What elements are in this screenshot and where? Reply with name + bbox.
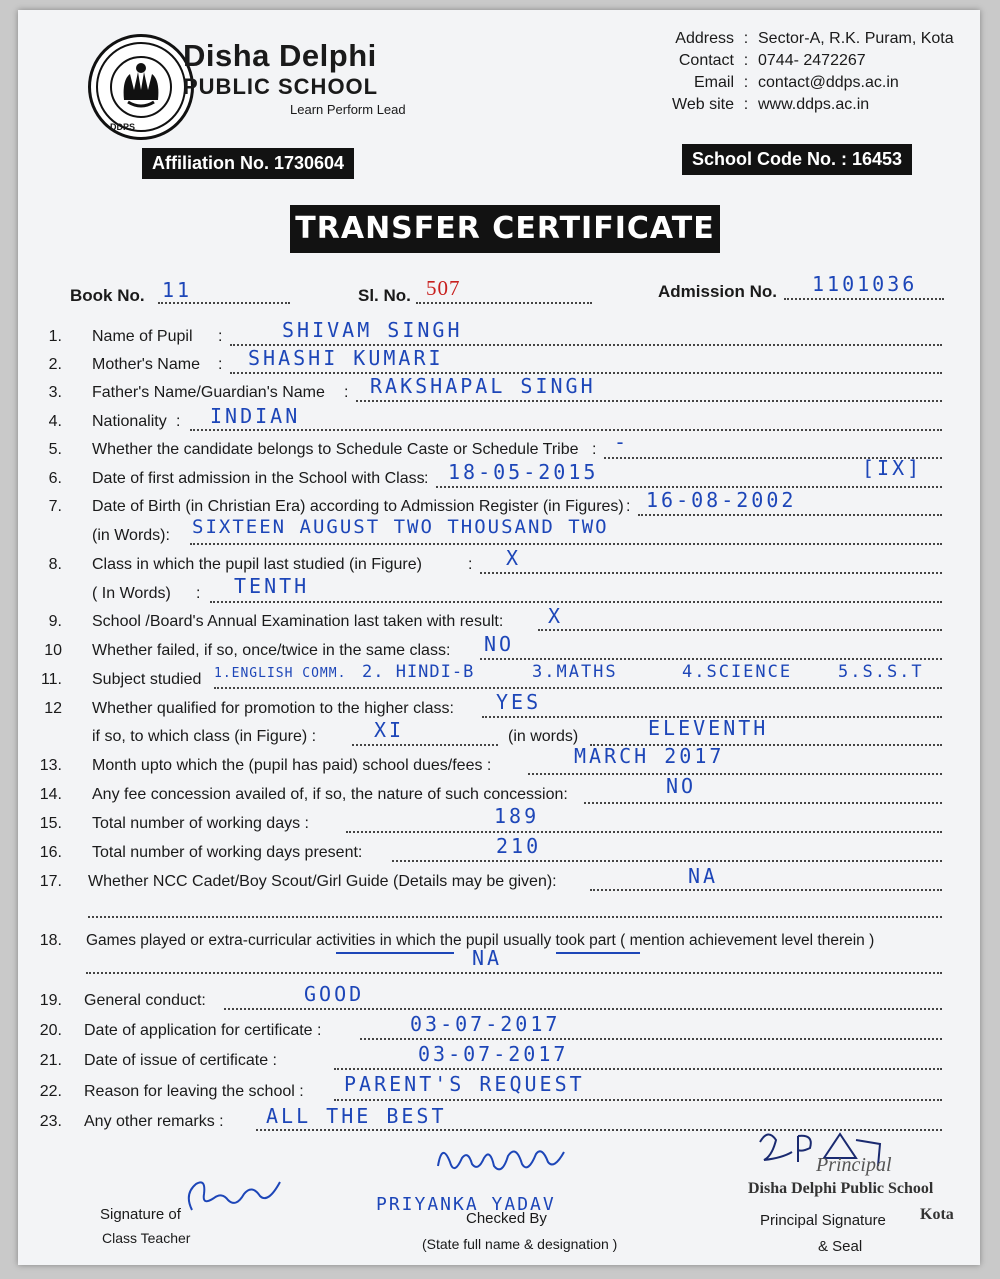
principal-seal-label: & Seal — [818, 1238, 863, 1255]
field-number: 1. — [48, 328, 62, 345]
promotion-class-value: XI — [374, 718, 405, 742]
school-tagline: Learn Perform Lead — [290, 102, 406, 117]
admission-no-value: 1101036 — [812, 272, 918, 296]
serial-no-line — [416, 302, 592, 304]
principal-signature-label: Principal Signature — [760, 1212, 886, 1229]
father-name-label: Father's Name/Guardian's Name — [92, 384, 325, 401]
subject-4: 4.SCIENCE — [682, 662, 793, 682]
field-number: 13. — [39, 757, 62, 774]
failed-label: Whether failed, if so, once/twice in the same class: — [92, 642, 451, 659]
field-number: 22. — [39, 1083, 62, 1100]
field-number: 15. — [39, 815, 62, 832]
activities-value: NA — [472, 946, 503, 970]
subject-5: 5.S.S.T — [838, 662, 924, 682]
website-value: www.ddps.ac.in — [758, 96, 870, 113]
school-logo — [88, 34, 194, 140]
days-present-value: 210 — [496, 834, 542, 858]
subject-3: 3.MATHS — [532, 662, 618, 682]
issue-date-label: Date of issue of certificate : — [84, 1052, 277, 1069]
principal-stamp-city: Kota — [920, 1206, 954, 1223]
last-class-label: Class in which the pupil last studied (in Figure) — [92, 556, 422, 573]
last-class-words-label: ( In Words) — [92, 585, 171, 602]
field-number: 8. — [48, 556, 62, 573]
field-number: 11. — [40, 671, 62, 688]
first-admission-label: Date of first admission in the School with Class — [92, 470, 425, 487]
field-number: 2. — [48, 356, 62, 373]
exam-value: X — [548, 604, 564, 628]
school-name: Disha Delphi — [183, 38, 377, 73]
contact-key: Contact — [678, 52, 734, 69]
issue-date-value: 03-07-2017 — [418, 1042, 569, 1066]
concession-label: Any fee concession availed of, if so, the nature of such concession: — [92, 786, 568, 803]
field-number: 7. — [48, 498, 62, 515]
field-number: 20. — [39, 1022, 62, 1039]
field-number: 14. — [39, 786, 62, 803]
days-present-label: Total number of working days present: — [92, 844, 363, 861]
checked-by-sub: (State full name & designation ) — [422, 1236, 618, 1252]
ncc-label: Whether NCC Cadet/Boy Scout/Girl Guide (Details may be given): — [88, 873, 557, 890]
nationality-label: Nationality — [92, 413, 167, 430]
working-days-value: 189 — [494, 804, 540, 828]
subject-2: 2. HINDI-B — [362, 662, 475, 682]
teacher-signature-label: Signature of — [100, 1206, 181, 1223]
leaving-reason-label: Reason for leaving the school : — [84, 1083, 304, 1100]
field-number: 19. — [39, 992, 62, 1009]
dues-value: MARCH 2017 — [574, 744, 725, 768]
principal-stamp-school: Disha Delphi Public School — [748, 1180, 934, 1197]
caste-label: Whether the candidate belongs to Schedule Caste or Schedule Tribe — [92, 441, 579, 458]
school-code-badge: School Code No. : 16453 — [682, 144, 912, 175]
checker-name: PRIYANKA YADAV — [376, 1194, 556, 1215]
field-number: 9. — [48, 613, 62, 630]
book-no-line — [158, 302, 290, 304]
dob-figures-value: 16-08-2002 — [646, 488, 797, 512]
last-class-words-value: TENTH — [234, 574, 310, 598]
serial-no-label: Sl. No. — [358, 286, 411, 305]
subjects-label: Subject studied — [92, 671, 202, 688]
field-number: 17. — [39, 873, 62, 890]
conduct-label: General conduct: — [84, 992, 206, 1009]
field-number: 12 — [44, 700, 62, 717]
conduct-value: GOOD — [304, 982, 365, 1006]
dob-label: Date of Birth (in Christian Era) according to Admission Register (in Figures) — [92, 498, 624, 515]
contact-block: Address : Sector-A, R.K. Puram, Kota Contact : 0744- 2472267 Email : contact@ddps.ac.in Web site : www.ddps.ac.in — [640, 28, 954, 116]
checker-signature — [432, 1136, 572, 1182]
promotion-words-label: (in words) — [508, 728, 579, 745]
subject-1: 1.ENGLISH COMM. — [214, 666, 347, 681]
first-admission-value: 18-05-2015 — [448, 460, 599, 484]
field-number: 10 — [44, 642, 62, 659]
field-number: 6. — [48, 470, 62, 487]
book-no-value: 11 — [162, 278, 193, 302]
field-number: 4. — [48, 413, 62, 430]
website-key: Web site — [672, 96, 734, 113]
exam-label: School /Board's Annual Examination last taken with result: — [92, 613, 504, 630]
certificate-page: DDPS Disha Delphi PUBLIC SCHOOL Learn Perform Lead Address : Sector-A, R.K. Puram, Kota Contact : 0744- 2472267 Email : contact@ddps.ac.in Web site : www.ddps.ac.in Affiliation No. 1730604 School Code No. : 16453 TRANSFER CERTIFICATE Book No. 11 Sl. No. 507 Admission No. 1101036 1. Name of Pupil : SHIVAM SINGH 2. Mother's Name : SHASHI KUMARI 3. Father's Name/Guardian's Name : RAKSHAPAL SINGH 4. Nationality : INDIAN 5. Whether the candidate belongs to Schedule Caste or Schedule Tribe : - 6. Date of first admission in the School with Class : 18-05-2015 [IX] 7. Date of Birth (in Christian Era) according to Admission Register (in Figures) : 16-08-2002 (in Words): SIXTEEN AUGUST TWO THOUSAND TWO 8. Class in which the pupil last studied (in Figure) : X ( In Words) : TENTH 9. School /Board's Annual Examination last taken with result: X 10 Whether failed, if so, once/twice in the same class: NO 11. Subject studied 1.ENGLISH COMM. 2. HINDI-B 3.MATHS 4.SCIENCE 5.S.S.T 12 Whether qualified for promotion to the higher class: YES if so, to which class (in Figure) : XI (in words) ELEVENTH 13. Month upto which the (pupil has paid) school dues/fees : MARCH 2017 14. Any fee concession availed of, if so, the nature of such concession: NO 15. Total number of working days : 189 16. Total number of working days present: 210 17. Whether NCC Cadet/Boy Scout/Girl Guide (Details may be given): NA 18. Games played or extra-curricular activities in which the pupil usually took part ( mention achievement level therein ) NA 19. General conduct: GOOD 20. Date of application for certificate : 03-07-2017 21. Date of issue of certificate : 03-07-2017 22. Reason for leaving the school : PARENT'S REQUEST 23. Any other remarks : ALL THE BEST Signature of Class Teacher PRIYANKA YADAV Checked By (State full name & designation ) Principal Disha Delphi Public School Kota Principal Signature & Seal — [18, 10, 980, 1265]
failed-value: NO — [484, 632, 515, 656]
field-number: 23. — [39, 1113, 62, 1130]
caste-value: - — [614, 430, 630, 454]
school-crest-icon — [94, 40, 188, 134]
promotion-label: Whether qualified for promotion to the higher class: — [92, 700, 454, 717]
last-class-value: X — [506, 546, 522, 570]
serial-no-value: 507 — [426, 276, 461, 300]
first-admission-class: [IX] — [862, 456, 923, 480]
admission-no-line — [784, 298, 944, 300]
school-subtitle: PUBLIC SCHOOL — [183, 74, 379, 99]
address-value: Sector-A, R.K. Puram, Kota — [758, 30, 954, 47]
dob-words-label: (in Words): — [92, 527, 170, 544]
application-date-value: 03-07-2017 — [410, 1012, 561, 1036]
teacher-signature-sub: Class Teacher — [102, 1230, 191, 1246]
leaving-reason-value: PARENT'S REQUEST — [344, 1072, 585, 1096]
teacher-signature — [182, 1170, 292, 1220]
admission-no-label: Admission No. — [658, 282, 778, 301]
logo-abbr: DDPS — [110, 122, 136, 132]
promotion-value: YES — [496, 690, 542, 714]
promotion-class-label: if so, to which class (in Figure) : — [92, 728, 317, 745]
email-value: contact@ddps.ac.in — [758, 74, 899, 91]
remarks-label: Any other remarks : — [84, 1113, 224, 1130]
dues-label: Month upto which the (pupil has paid) school dues/fees : — [92, 757, 492, 774]
mother-name-value: SHASHI KUMARI — [248, 346, 444, 370]
father-name-value: RAKSHAPAL SINGH — [370, 374, 596, 398]
working-days-label: Total number of working days : — [92, 815, 309, 832]
principal-stamp-title: Principal — [816, 1154, 892, 1176]
ncc-value: NA — [688, 864, 719, 888]
concession-value: NO — [666, 774, 697, 798]
contact-value: 0744- 2472267 — [758, 52, 866, 69]
email-key: Email — [693, 74, 734, 91]
certificate-title: TRANSFER CERTIFICATE — [290, 205, 720, 253]
remarks-value: ALL THE BEST — [266, 1104, 447, 1128]
pupil-name-value: SHIVAM SINGH — [282, 318, 463, 342]
address-key: Address — [675, 30, 734, 47]
dob-words-value: SIXTEEN AUGUST TWO THOUSAND TWO — [192, 516, 609, 538]
checked-by-label: Checked By — [466, 1210, 547, 1227]
book-no-label: Book No. — [70, 286, 145, 305]
nationality-value: INDIAN — [210, 404, 301, 428]
affiliation-badge: Affiliation No. 1730604 — [142, 148, 354, 179]
activities-label: Games played or extra-curricular activities in which the pupil usually took part ( mention achievement level therein ) — [86, 932, 875, 949]
promotion-words-value: ELEVENTH — [648, 716, 769, 740]
mother-name-label: Mother's Name — [92, 356, 200, 373]
field-number: 21. — [39, 1052, 62, 1069]
field-number: 16. — [39, 844, 62, 861]
field-number: 18. — [39, 932, 62, 949]
field-number: 5. — [48, 441, 62, 458]
field-number: 3. — [48, 384, 62, 401]
pupil-name-label: Name of Pupil — [92, 328, 193, 345]
application-date-label: Date of application for certificate : — [84, 1022, 322, 1039]
